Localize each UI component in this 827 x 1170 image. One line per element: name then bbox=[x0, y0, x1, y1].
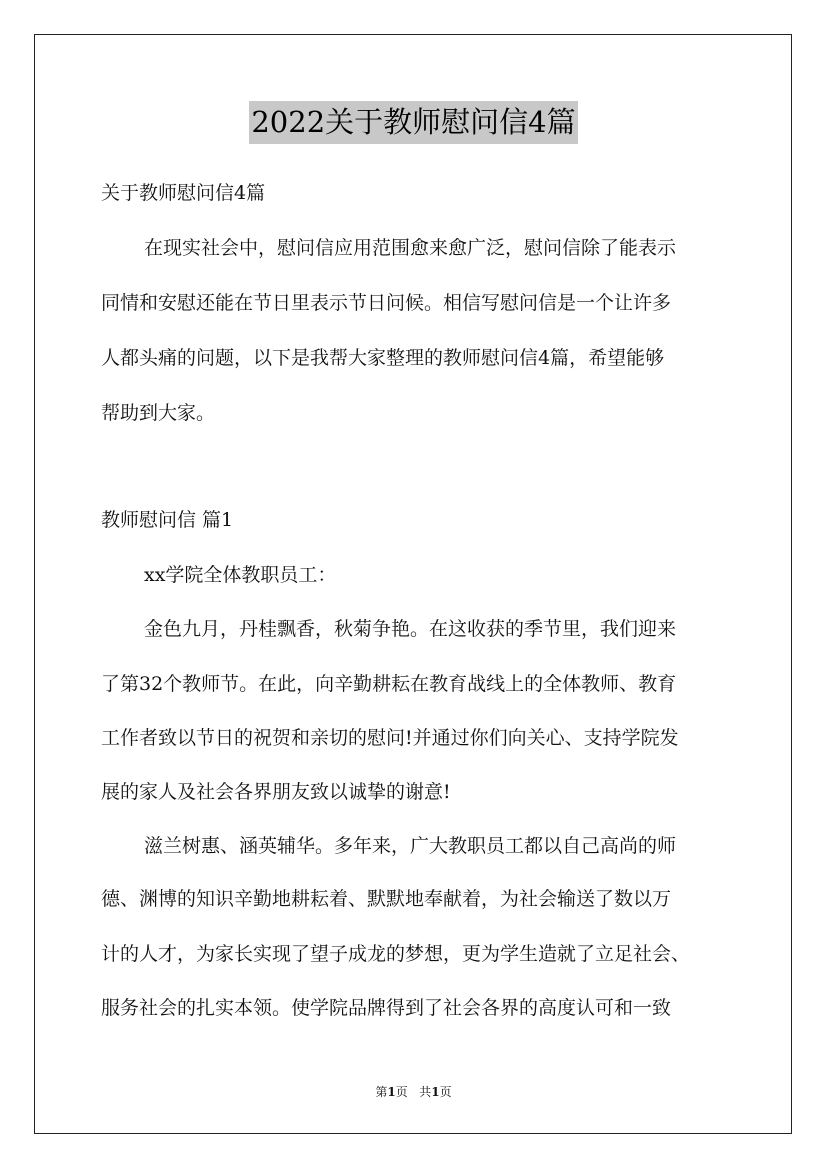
paragraph-line: 了第32个教师节。在此，向辛勤耕耘在教育战线上的全体教师、教育 bbox=[101, 673, 677, 695]
page-number: 1 bbox=[387, 1085, 396, 1099]
paragraph-line: 展的家人及社会各界朋友致以诚挚的谢意! bbox=[101, 781, 451, 803]
page-suffix: 页 bbox=[395, 1085, 408, 1099]
paragraph-line: 服务社会的扎实本领。使学院品牌得到了社会各界的高度认可和一致 bbox=[101, 997, 672, 1019]
title-wrap bbox=[0, 101, 827, 144]
section-heading: 教师慰问信 篇1 bbox=[101, 509, 234, 531]
salutation: xx学院全体教职员工： bbox=[144, 564, 337, 586]
intro-line: 人都头痛的问题，以下是我帮大家整理的教师慰问信4篇，希望能够 bbox=[101, 347, 665, 369]
intro-line: 同情和安慰还能在节日里表示节日问候。相信写慰问信是一个让许多 bbox=[101, 292, 672, 314]
paragraph-line: 德、渊博的知识辛勤地耕耘着、默默地奉献着，为社会输送了数以万 bbox=[101, 888, 672, 910]
paragraph-line: 金色九月，丹桂飘香，秋菊争艳。在这收获的季节里，我们迎来 bbox=[144, 618, 677, 640]
page-prefix: 第 bbox=[375, 1085, 388, 1099]
paragraph-line: 计的人才，为家长实现了望子成龙的梦想，更为学生造就了立足社会、 bbox=[101, 943, 691, 965]
intro-line: 帮助到大家。 bbox=[101, 402, 216, 424]
paragraph-line: 滋兰树惠、涵英辅华。多年来，广大教职员工都以自己高尚的师 bbox=[144, 835, 677, 857]
total-prefix: 共 bbox=[419, 1085, 432, 1099]
page-footer bbox=[0, 1084, 827, 1100]
document-title: 2022关于教师慰问信4篇 bbox=[249, 101, 577, 144]
total-pages: 1 bbox=[431, 1085, 440, 1099]
intro-line: 在现实社会中，慰问信应用范围愈来愈广泛，慰问信除了能表示 bbox=[144, 237, 677, 259]
document-subtitle: 关于教师慰问信4篇 bbox=[101, 182, 266, 204]
paragraph-line: 工作者致以节日的祝贺和亲切的慰问!并通过你们向关心、支持学院发 bbox=[101, 727, 679, 749]
total-suffix: 页 bbox=[439, 1085, 452, 1099]
